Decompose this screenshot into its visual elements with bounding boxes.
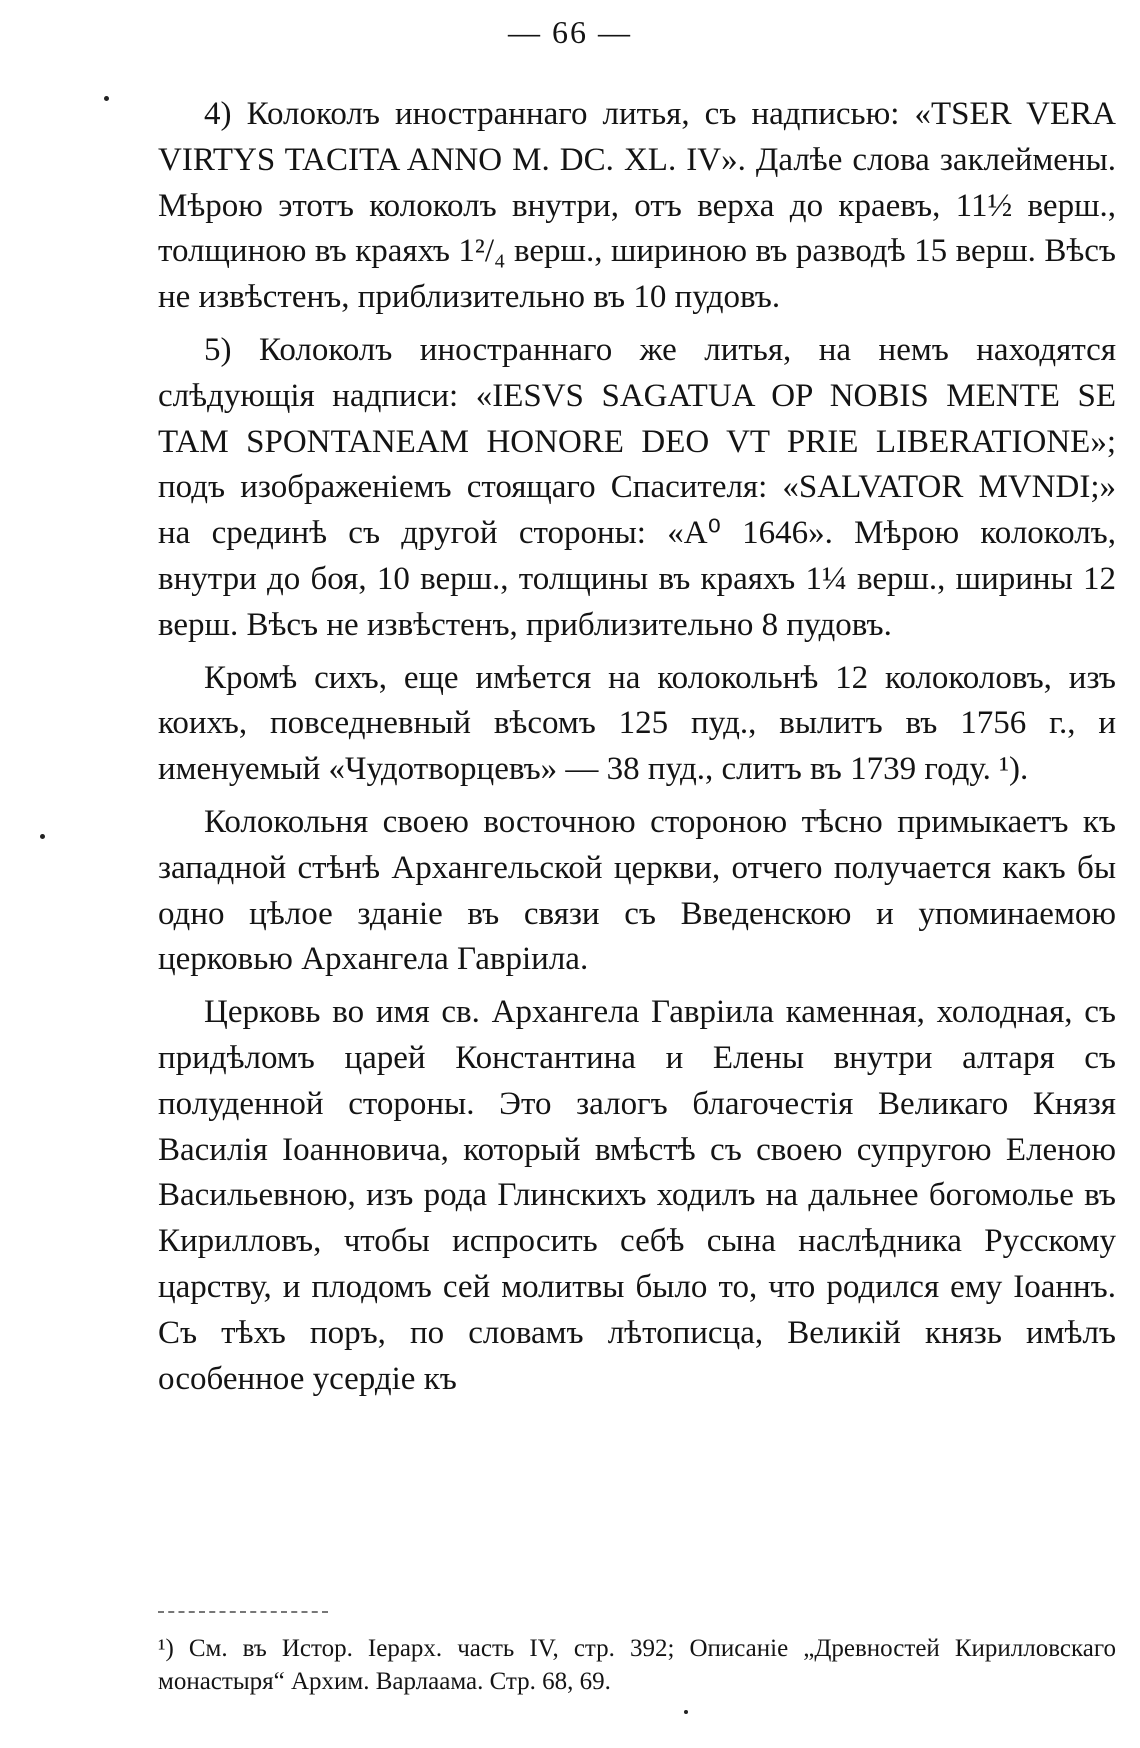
print-speck <box>684 1710 688 1714</box>
print-speck <box>104 96 109 101</box>
print-speck <box>40 834 45 839</box>
paragraph-bell-4: 4) Колоколъ иностраннаго литья, съ надписью: «TSER VERA VIRTYS TACITA ANNO M. DC. XL. IV». Далѣе слова заклеймены. Мѣрою этотъ колоколъ внутри, отъ верха до краевъ, 11½ верш., толщиною въ краяхъ 1²/₄ верш., шириною въ разводѣ 15 верш. Вѣсъ не извѣстенъ, приблизительно въ 10 пудовъ. <box>158 96 1116 316</box>
footnote-separator <box>158 1611 328 1613</box>
paragraph-other-bells: Кромѣ сихъ, еще имѣется на колокольнѣ 12 колоколовъ, изъ коихъ, повседневный вѣсомъ 125 пуд., вылитъ въ 1756 г., и именуемый «Чудотворцевъ» — 38 пуд., слитъ въ 1739 году. ¹). <box>158 659 1116 788</box>
paragraph-church-gabriel: Церковь во имя св. Архангела Гавріила каменная, холодная, съ придѣломъ царей Константина и Елены внутри алтаря съ полуденной стороны. Это залогъ благочестія Великаго Князя Василія Іоанновича, который вмѣстѣ съ своею супругою Еленою Васильевною, изъ рода Глинскихъ ходилъ на дальнее богомолье въ Кирилловъ, чтобы испросить себѣ сына наслѣдника Русскому царству, и плодомъ сей молитвы было то, что родился ему Іоаннъ. Съ тѣхъ поръ, по словамъ лѣтописца, Великій князь имѣлъ особенное усердіе къ <box>158 994 1116 1397</box>
footnote: ¹) См. въ Истор. Іерарх. часть IV, стр. 392; Описаніе „Древностей Кирилловскаго монастыря“ Архим. Варлаама. Стр. 68, 69. <box>158 1635 1116 1695</box>
paragraph-belfry: Колокольня своею восточною стороною тѣсно примыкаетъ къ западной стѣнѣ Архангельской церкви, отчего получается какъ бы одно цѣлое зданіе въ связи съ Введенскою и упоминаемою церковью Архангела Гавріила. <box>158 803 1116 978</box>
body-text <box>158 92 1116 1409</box>
paragraph-bell-5: 5) Колоколъ иностраннаго же литья, на немъ находятся слѣдующія надписи: «IESVS SAGATUA OP NOBIS MENTE SE TAM SPONTANEAM HONORE DEO VT PRIE LIBERATIONE»; подъ изображеніемъ стоящаго Спасителя: «SALVATOR MVNDI;» на срединѣ съ другой стороны: «A⁰ 1646». Мѣрою колоколъ, внутри до боя, 10 верш., толщины въ краяхъ 1¼ верш., ширины 12 верш. Вѣсъ не извѣстенъ, приблизительно 8 пудовъ. <box>158 331 1116 643</box>
page-number: — 66 — <box>508 14 632 50</box>
